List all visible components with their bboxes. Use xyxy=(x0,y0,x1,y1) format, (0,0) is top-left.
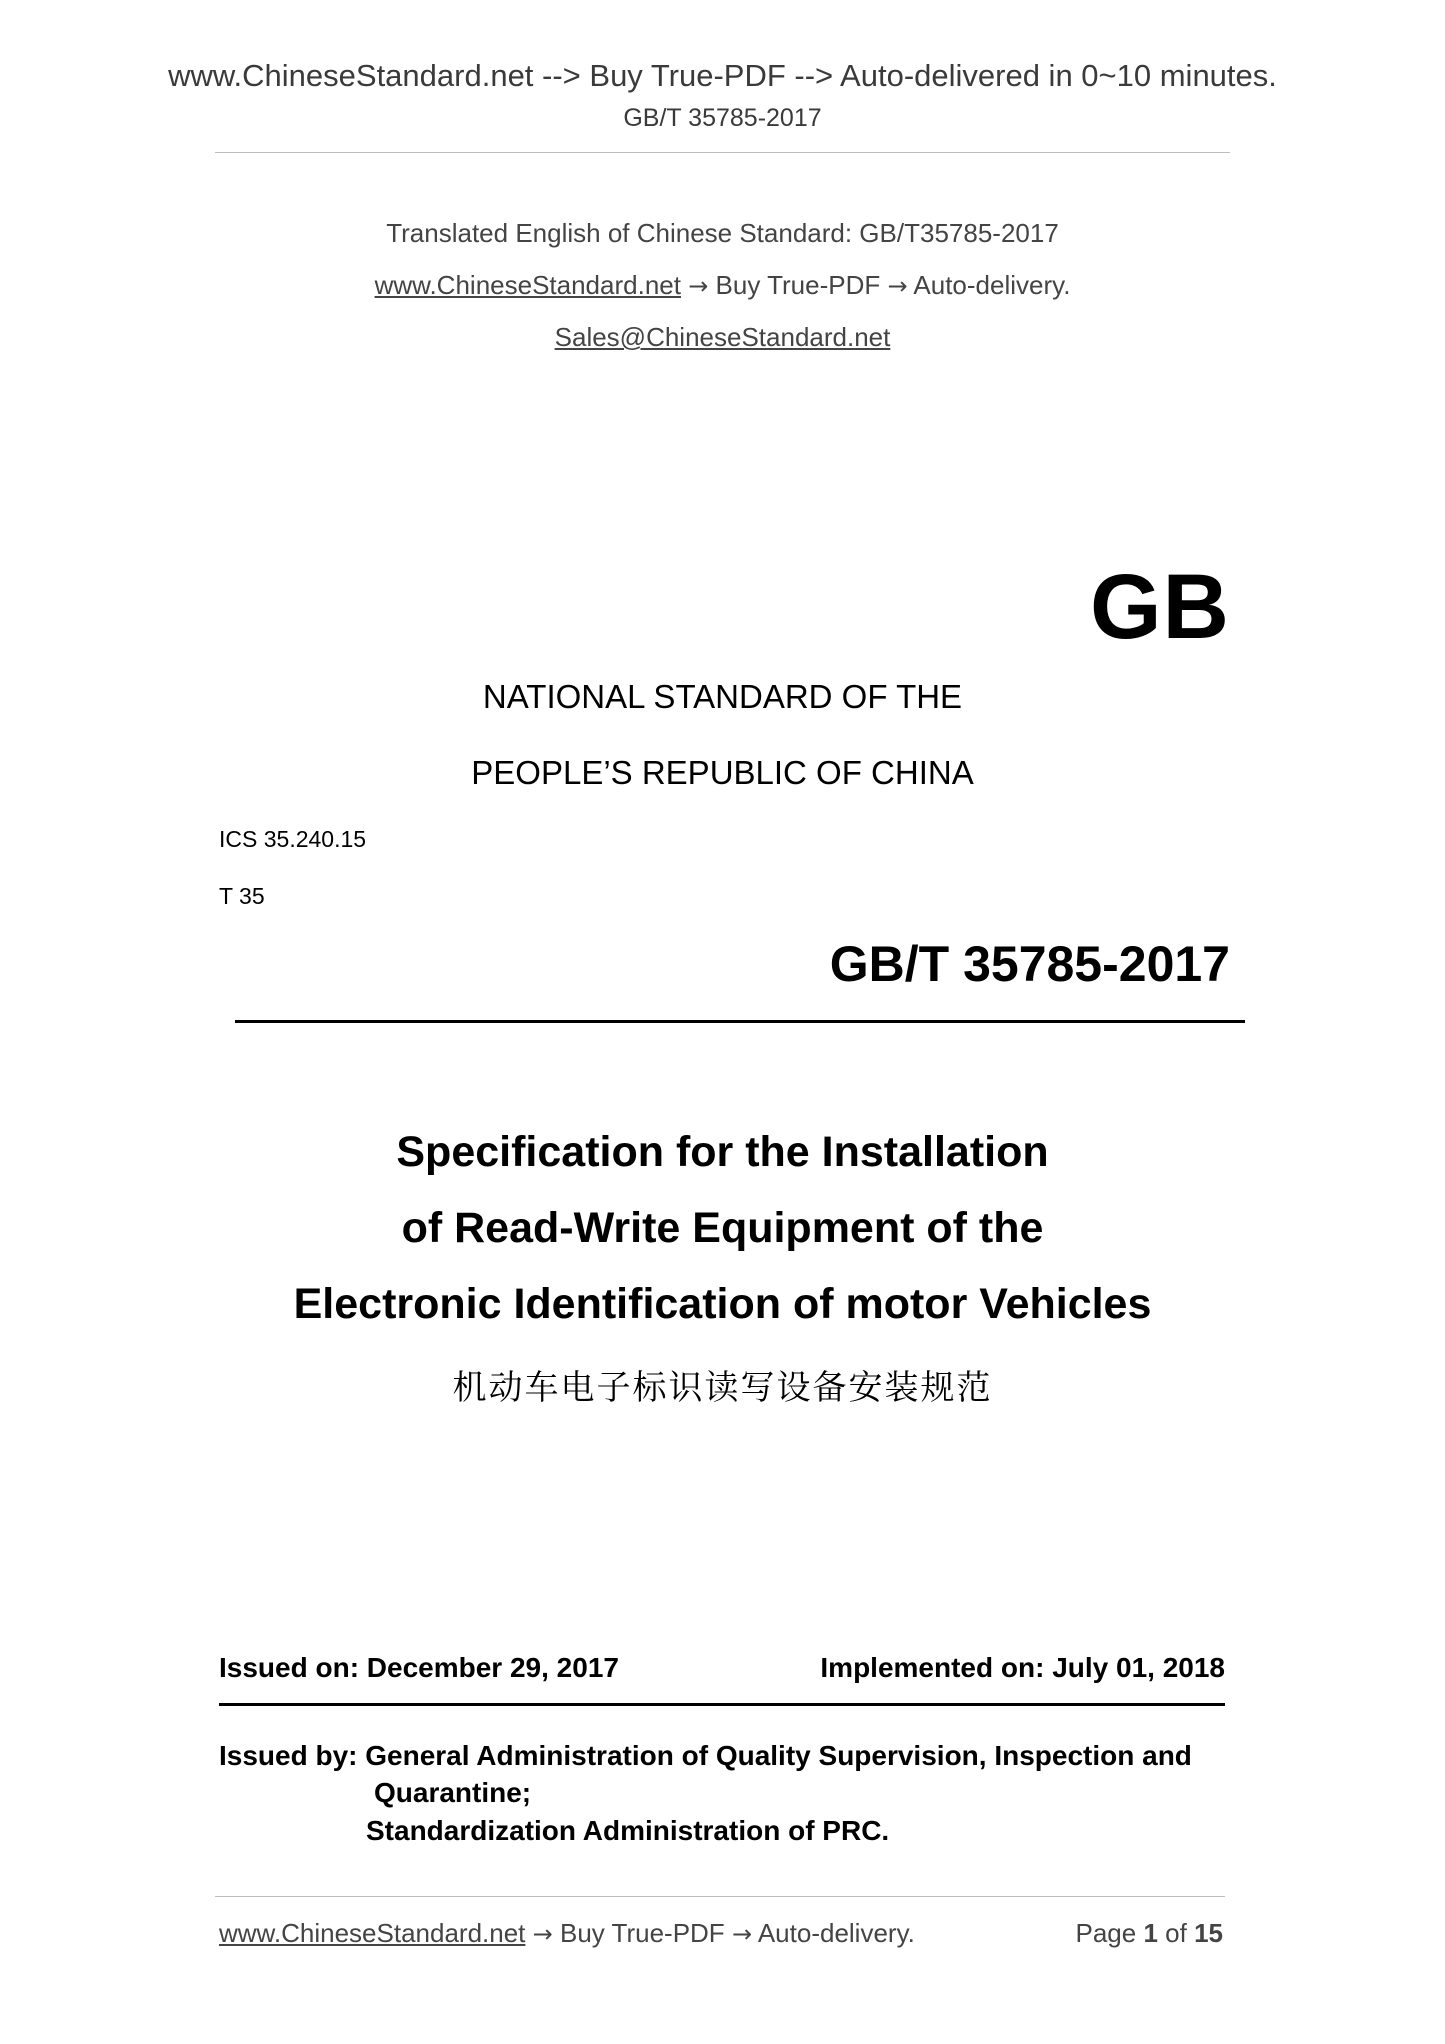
issued-by-line1: Issued by: General Administration of Quality Supervision, Inspection and xyxy=(219,1740,1192,1771)
arrow-right-icon: → xyxy=(887,272,908,300)
issued-on-date: Issued on: December 29, 2017 xyxy=(219,1652,619,1683)
page-number xyxy=(1075,1918,1223,1949)
buy-text: Buy True-PDF xyxy=(715,270,881,300)
ics-code: ICS 35.240.15 xyxy=(219,826,367,852)
national-standard-line1: NATIONAL STANDARD OF THE xyxy=(482,678,963,715)
page-total: 15 xyxy=(1194,1918,1223,1948)
t-code: T 35 xyxy=(219,883,265,909)
footer-buy-text: Buy True-PDF xyxy=(559,1918,725,1948)
arrow-right-icon: → xyxy=(688,272,709,300)
email-link[interactable]: Sales@ChineseStandard.net xyxy=(554,322,891,352)
page-label: Page xyxy=(1075,1918,1137,1948)
footer-delivery-text: Auto-delivery. xyxy=(757,1918,915,1948)
site-link[interactable]: www.ChineseStandard.net xyxy=(374,270,681,300)
page-current: 1 xyxy=(1143,1918,1158,1948)
footer-site-link[interactable]: www.ChineseStandard.net xyxy=(219,1918,526,1948)
document-title-line1: Specification for the Installation xyxy=(396,1128,1049,1176)
header-divider xyxy=(215,152,1230,153)
dates-divider xyxy=(219,1703,1225,1706)
document-title-line2: of Read-Write Equipment of the xyxy=(401,1204,1044,1252)
footer-divider xyxy=(215,1896,1225,1897)
national-standard-line2: PEOPLE’S REPUBLIC OF CHINA xyxy=(471,754,974,791)
header-standard-code: GB/T 35785-2017 xyxy=(623,104,822,132)
translation-notice: Translated English of Chinese Standard: GB/T35785-2017 xyxy=(386,218,1059,248)
chinese-title: 机动车电子标识读写设备安装规范 xyxy=(452,1368,993,1408)
standard-code-divider xyxy=(235,1020,1245,1023)
footer-buy-line xyxy=(219,1918,915,1949)
translation-buy-line xyxy=(0,270,1445,301)
arrow-right-icon: → xyxy=(731,1920,753,1948)
delivery-text: Auto-delivery. xyxy=(913,270,1071,300)
arrow-right-icon: → xyxy=(532,1920,553,1948)
header-banner: www.ChineseStandard.net --> Buy True-PDF --> Auto-delivered in 0~10 minutes. xyxy=(168,58,1277,93)
implemented-on-date: Implemented on: July 01, 2018 xyxy=(820,1652,1225,1683)
email-line xyxy=(0,322,1445,353)
gb-mark: GB xyxy=(1090,556,1230,658)
standard-code: GB/T 35785-2017 xyxy=(829,936,1230,992)
issued-by-line3: Standardization Administration of PRC. xyxy=(366,1815,890,1846)
document-title-line3: Electronic Identification of motor Vehicles xyxy=(293,1280,1152,1328)
page-of-label: of xyxy=(1165,1918,1187,1948)
issued-by-line2: Quarantine; xyxy=(374,1777,532,1808)
